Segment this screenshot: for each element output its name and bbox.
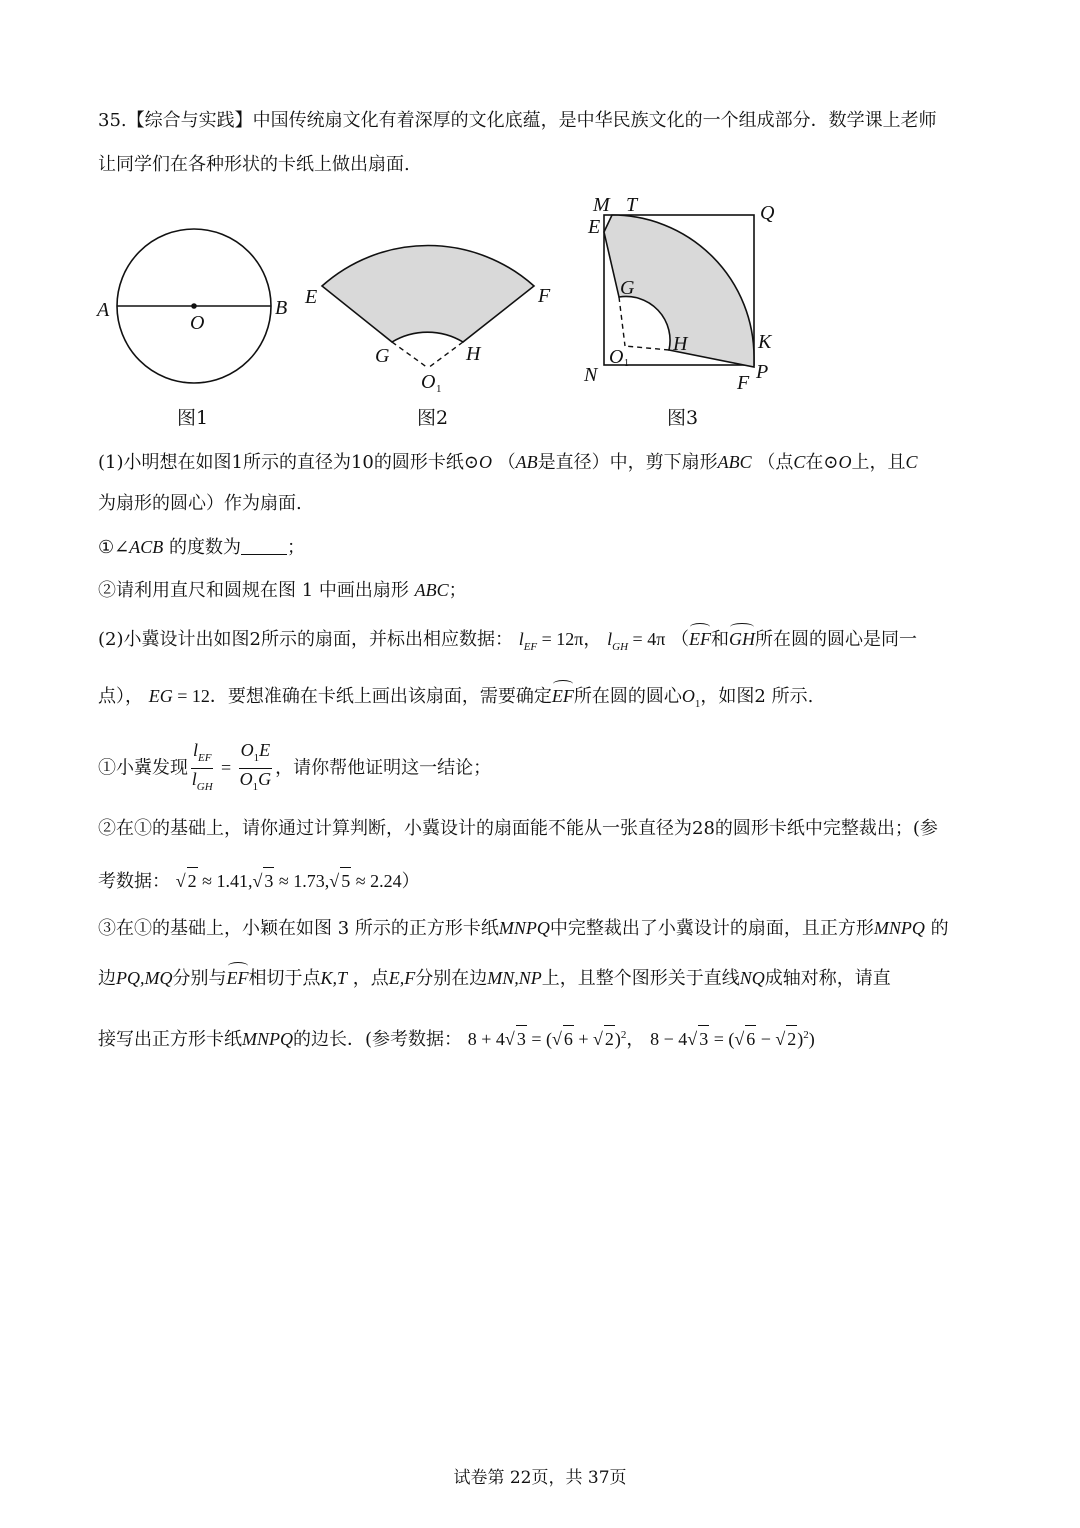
figure-2 [304,246,551,429]
caption-fig2: 图2 [417,407,449,429]
arc-ef-label: EF [689,626,711,652]
part2-q1: ①小冀发现 $\frac{l_{EF}}{l_{GH}}$ = $\frac{O_1E}{O_1G}$ ，请你帮他证明这一结论； [98,740,491,797]
figure-1 [95,229,287,429]
label-o: O [190,312,205,334]
fan-sector-fig2 [322,246,534,342]
label-f2: F [538,285,551,307]
label-o1-3-sub: 1 [624,358,629,369]
label-t3: T [626,194,638,216]
answer-blank[interactable] [241,536,287,555]
label-k3: K [758,331,772,353]
dashed-o1g [392,342,428,368]
label-g2: G [375,345,390,367]
label-f3: F [737,372,750,394]
label-h3: H [673,333,688,355]
arc-gh-label: GH [729,626,755,652]
dashed-o1g-3 [619,297,625,346]
label-n3: N [584,364,598,386]
part1-line2: 为扇形的圆心）作为扇面. [98,493,302,514]
part1-q2: ②请利用直尺和圆规在图 1 中画出扇形 ABC； [98,580,467,601]
label-a: A [97,299,110,321]
question-intro-line1: 35.【综合与实践】中国传统扇文化有着深厚的文化底蕴，是中华民族文化的一个组成部分．数学课上老师 [98,110,937,131]
label-g3: G [620,277,635,299]
dashed-o1h-3 [625,346,669,350]
center-o-point [191,303,197,309]
part2-q3-line1: ③在①的基础上，小颖在如图 3 所示的正方形卡纸MNPQ中完整裁出了小冀设计的扇面，且正方形MNPQ 的 [98,918,949,939]
label-q3: Q [760,202,775,224]
caption-fig1: 图1 [177,407,209,429]
fraction-o1e-o1g: $\frac{O_1E}{O_1G}$ [239,740,272,793]
label-o1-2: O [421,371,436,393]
label-h2: H [466,343,481,365]
part1-line1: (1)小明想在如图1所示的直径为10的圆形卡纸⊙O （AB是直径）中，剪下扇形ABC （点C在⊙O上，且C [98,452,918,473]
figures [0,185,1080,435]
label-b: B [275,297,288,319]
fraction-lef-lgh: $\frac{l_{EF}}{l_{GH}}$ [191,740,213,793]
part2-q3-line3: 接写出正方形卡纸MNPQ的边长．(参考数据： 8 + 4√ 3 = (√ 6 + √ 2)$^2$， 8 − 4√ 3 = (√ 6 − √ 2)$^2$) [98,1022,815,1053]
part2-q2-line2: 考数据： √ 2 ≈ 1.41,√ 3 ≈ 1.73,√ 5 ≈ 2.24） [98,867,420,895]
label-o1-3: O [609,346,624,368]
page-footer: 试卷第 22页，共 37页 [453,1468,627,1488]
part2-q2-line1: ②在①的基础上，请你通过计算判断，小冀设计的扇面能不能从一张直径为28的圆形卡纸中完整裁出；(参 [98,818,938,839]
question-intro-line2: 让同学们在各种形状的卡纸上做出扇面. [98,154,410,175]
figure-3 [583,194,775,429]
part2-q3-line2: 边PQ,MQ分别与EF相切于点K,T ，点E,F分别在边MN,NP上，且整个图形关于直线NQ成轴对称，请直 [98,965,891,992]
dashed-o1h [428,342,463,368]
part2-line1: (2)小冀设计出如图2所示的扇面，并标出相应数据： $l_{EF} = 12\pi$， $l_{GH} = 4\pi$ （EF和GH所在圆的圆心是同一 [98,626,917,660]
label-m3: M [593,194,610,216]
caption-fig3: 图3 [667,407,699,429]
label-e3: E [588,216,601,238]
part2-line2: 点）， EG = 12．要想准确在卡纸上画出该扇面，需要确定EF所在圆的圆心$O_1$，如图2 所示. [98,683,813,717]
label-o1-2-sub: 1 [436,383,442,395]
label-e2: E [305,286,318,308]
label-p3: P [756,361,769,383]
part1-q1: ①∠ACB 的度数为 ； [98,537,305,558]
